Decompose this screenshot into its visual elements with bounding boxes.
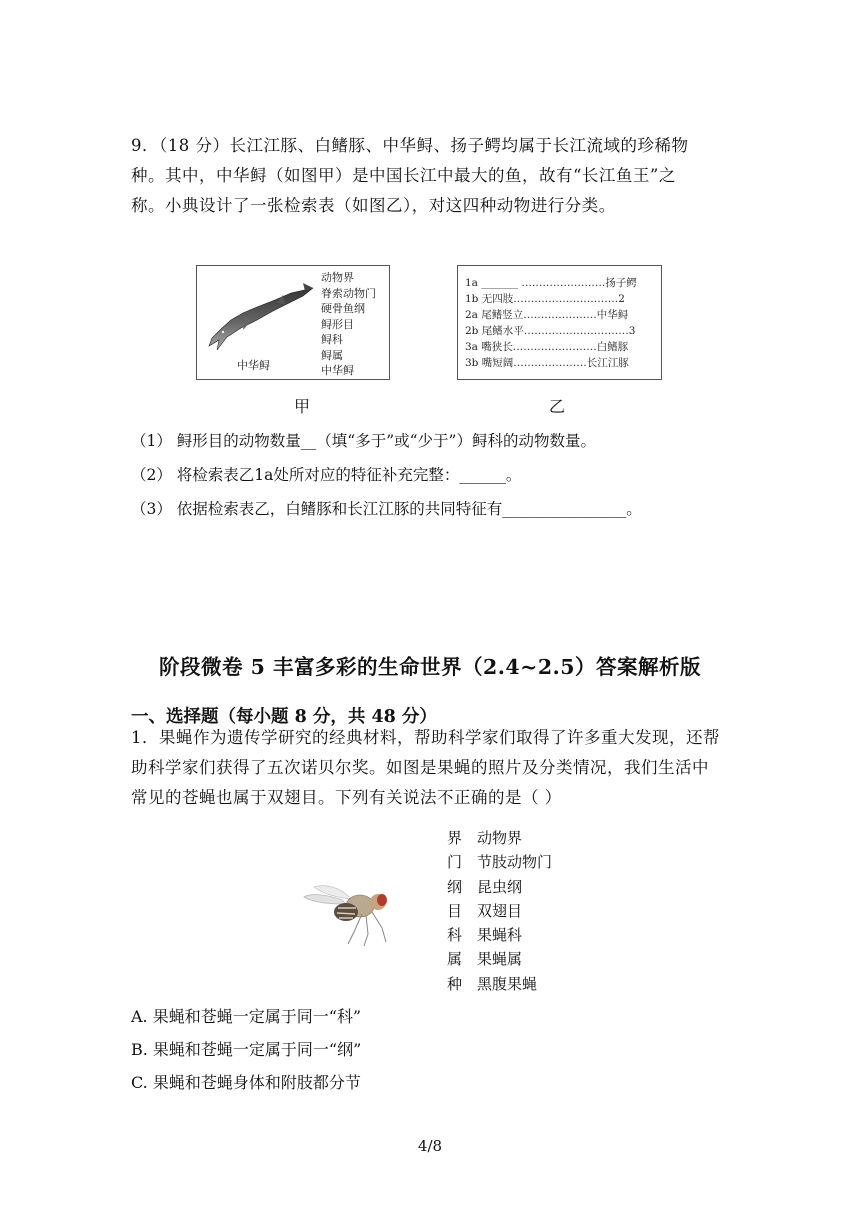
taxon: 昆虫纲	[477, 877, 523, 896]
taxonomy-item: 中华鲟	[321, 364, 354, 377]
q1-line: 1．果蝇作为遗传学研究的经典材料，帮助科学家们取得了许多重大发现，还帮	[131, 728, 720, 747]
q9-line: 9．（18 分）长江江豚、白鳍豚、中华鲟、扬子鳄均属于长江流域的珍稀物	[131, 136, 689, 155]
taxonomy-row	[447, 899, 552, 923]
key-row: 2a 尾鳍竖立…………………中华鲟	[465, 309, 629, 321]
figure-yi	[457, 265, 662, 380]
fruit-fly-icon	[302, 866, 422, 948]
taxon: 节肢动物门	[477, 853, 553, 872]
key-row: 1a _______ ……………………扬子鳄	[465, 277, 637, 289]
q9-line: 称。小典设计了一张检索表（如图乙），对这四种动物进行分类。	[131, 196, 616, 215]
taxonomy-item: 动物界	[321, 271, 354, 284]
taxon: 双翅目	[477, 901, 523, 920]
taxon: 动物界	[477, 829, 523, 847]
page-number: 4/8	[417, 1137, 443, 1155]
section-heading: 一、选择题（每小题 8 分，共 48 分）	[131, 707, 437, 727]
taxonomy-item: 鲟属	[321, 348, 343, 362]
q1-line: 助科学家们获得了五次诺贝尔奖。如图是果蝇的照片及分类情况，我们生活中	[131, 758, 709, 777]
rank: 界	[447, 829, 463, 847]
rank: 科	[447, 926, 463, 945]
subquestion: （2） 将检索表乙1a处所对应的特征补充完整：______。	[131, 466, 522, 484]
rank: 种	[447, 974, 463, 993]
subquestion: （3） 依据检索表乙，白鳍豚和长江江豚的共同特征有________________。	[131, 500, 642, 518]
taxonomy-item: 鲟科	[321, 333, 343, 346]
caption-yi: 乙	[549, 397, 566, 416]
option-b: B. 果蝇和苍蝇一定属于同一“纲”	[131, 1040, 362, 1059]
rank: 门	[447, 853, 463, 872]
taxonomy-row	[447, 923, 552, 947]
taxonomy-item: 硬骨鱼纲	[321, 302, 365, 315]
rank: 纲	[447, 877, 463, 896]
q1-text	[131, 723, 761, 813]
q9-line: 种。其中，中华鲟（如图甲）是中国长江中最大的鱼，故有“长江鱼王”之	[131, 166, 676, 185]
taxonomy-row	[447, 947, 552, 971]
key-row: 2b 尾鳍水平…………………………3	[465, 325, 636, 337]
subquestion: （1） 鲟形目的动物数量__（填“多于”或“少于”）鲟科的动物数量。	[131, 432, 596, 450]
caption-jia: 甲	[294, 397, 311, 416]
taxonomy-row	[447, 972, 552, 996]
rank: 属	[447, 950, 463, 969]
fish-label: 中华鲟	[237, 359, 270, 372]
taxonomy-row	[447, 850, 552, 874]
q9-text	[131, 131, 751, 221]
key-row: 1b 无四肢…………………………2	[465, 293, 625, 305]
taxonomy-item: 脊索动物门	[321, 286, 376, 300]
taxon: 果蝇科	[477, 926, 523, 945]
option-a: A. 果蝇和苍蝇一定属于同一“科”	[131, 1007, 362, 1026]
q1-line: 常见的苍蝇也属于双翅目。下列有关说法不正确的是（ ）	[131, 788, 562, 807]
rank: 目	[447, 901, 463, 920]
key-table	[465, 275, 660, 371]
answer-title: 阶段微卷 5 丰富多彩的生命世界（2.4~2.5）答案解析版	[158, 655, 702, 679]
taxon: 黑腹果蝇	[477, 974, 538, 993]
figure-jia	[196, 265, 390, 380]
taxon: 果蝇属	[477, 950, 523, 969]
taxonomy-row	[447, 826, 552, 850]
key-row: 3a 嘴狭长……………………白鳍豚	[465, 341, 629, 353]
sturgeon-icon	[205, 280, 317, 352]
taxonomy-list	[321, 270, 376, 379]
key-row: 3b 嘴短阔…………………长江江豚	[465, 357, 629, 369]
taxonomy-item: 鲟形目	[321, 317, 354, 331]
option-c: C. 果蝇和苍蝇身体和附肢都分节	[131, 1073, 361, 1092]
fly-taxonomy	[447, 826, 552, 996]
taxonomy-row	[447, 875, 552, 899]
